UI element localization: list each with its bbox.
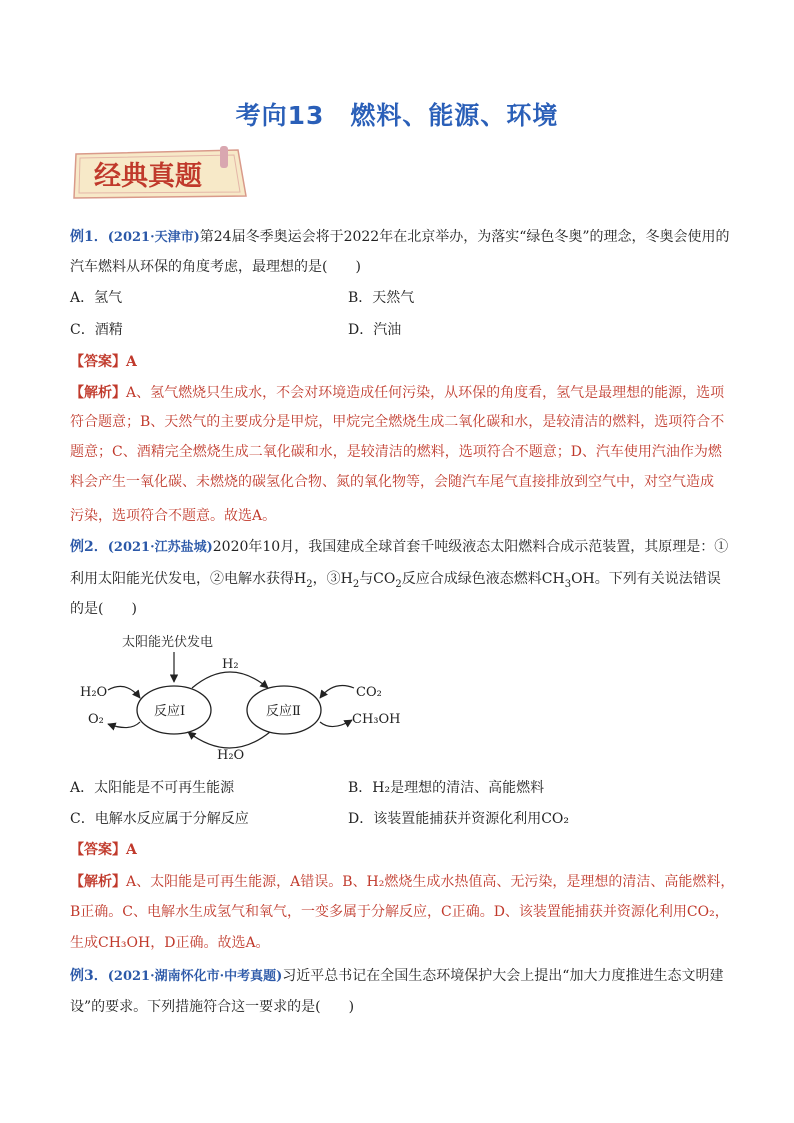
h2o-return-label: H₂O bbox=[217, 748, 245, 763]
q1-source: (2021·天津市) bbox=[107, 230, 200, 245]
q2-stem-line3: 的是( ) bbox=[70, 601, 137, 617]
solar-fuel-diagram bbox=[70, 628, 430, 768]
q1-answer-label: 【答案】 bbox=[70, 354, 126, 370]
q2-text-e: OH。下列有关说法错误 bbox=[571, 571, 721, 587]
q3-label: 例3． bbox=[70, 968, 108, 984]
co2-in-arrow bbox=[320, 686, 354, 698]
q1-analysis-text: A、氢气燃烧只生成水，不会对环境造成任何污染，从环保的角度看，氢气是最理想的能源，选项 bbox=[126, 385, 725, 401]
q2-answer-value: A bbox=[126, 842, 137, 858]
q1-option-b: B．天然气 bbox=[348, 290, 415, 306]
badge-text: 经典真题 bbox=[94, 161, 202, 192]
title-prefix: 考向13 bbox=[235, 101, 325, 130]
ch3oh-out-label: CH₃OH bbox=[352, 712, 401, 727]
h2-label: H₂ bbox=[222, 657, 239, 672]
q2-text-b: ，③H bbox=[312, 571, 353, 587]
o2-out-label: O₂ bbox=[88, 712, 104, 727]
q1-analysis-line3: 题意；C、酒精完全燃烧生成二氧化碳和水，是较清洁的燃料，选项符合不题意；D、汽车使用汽油作为燃 bbox=[70, 444, 722, 460]
q1-answer bbox=[70, 352, 137, 372]
section-badge bbox=[70, 146, 252, 202]
o2-out-arrow bbox=[108, 722, 140, 728]
ch3oh-out-arrow bbox=[320, 720, 352, 727]
q1-option-a: A．氢气 bbox=[70, 290, 123, 306]
q2-text-d: 反应合成绿色液态燃料CH bbox=[401, 571, 565, 587]
q1-stem-line1 bbox=[70, 227, 730, 248]
q1-analysis-line5: 污染，选项符合不题意。故选A。 bbox=[70, 508, 277, 524]
title-topic: 燃料、能源、环境 bbox=[350, 101, 559, 130]
h2o-return-arrow bbox=[188, 732, 270, 748]
q2-text: 2020年10月，我国建成全球首套千吨级液态太阳燃料合成示范装置，其原理是：① bbox=[212, 539, 729, 555]
q2-source: (2021·江苏盐城) bbox=[107, 540, 213, 555]
q2-option-c: C．电解水反应属于分解反应 bbox=[70, 811, 249, 827]
q3-source: (2021·湖南怀化市·中考真题) bbox=[107, 969, 283, 984]
h2o-in-arrow bbox=[108, 686, 140, 698]
q1-analysis-line1 bbox=[70, 383, 724, 403]
q2-option-a: A．太阳能是不可再生能源 bbox=[70, 780, 235, 796]
q2-analysis-line3: 生成CH₃OH，D正确。故选A。 bbox=[70, 935, 270, 951]
q2-analysis-text: A、太阳能是可再生能源，A错误。B、H₂燃烧生成水热值高、无污染，是理想的清洁、高能燃料， bbox=[126, 874, 735, 890]
q1-analysis-line2: 符合题意；B、天然气的主要成分是甲烷，甲烷完全燃烧生成二氧化碳和水，是较清洁的燃料，选项符合不 bbox=[70, 414, 725, 430]
q3-text: 习近平总书记在全国生态环境保护大会上提出“加大力度推进生态文明建 bbox=[282, 968, 724, 984]
co2-in-label: CO₂ bbox=[356, 685, 382, 700]
q1-answer-value: A bbox=[126, 354, 137, 370]
page-title bbox=[0, 96, 794, 132]
q3-stem-line1 bbox=[70, 966, 723, 987]
q2-option-d: D．该装置能捕获并资源化利用CO₂ bbox=[348, 811, 570, 827]
q3-stem-line2: 设”的要求。下列措施符合这一要求的是( ) bbox=[70, 999, 355, 1015]
q1-analysis-line4: 料会产生一氧化碳、未燃烧的碳氢化合物、氮的氧化物等，会随汽车尾气直接排放到空气中，对空气造成 bbox=[70, 474, 714, 490]
q2-stem-line1 bbox=[70, 537, 728, 558]
reactor-1-label: 反应Ⅰ bbox=[154, 704, 186, 719]
q2-text-c: 与CO bbox=[359, 571, 396, 587]
q2-text-a: 利用太阳能光伏发电，②电解水获得H bbox=[70, 571, 307, 587]
q1-option-c: C．酒精 bbox=[70, 322, 123, 338]
q2-option-b: B．H₂是理想的清洁、高能燃料 bbox=[348, 780, 545, 796]
q2-label: 例2． bbox=[70, 539, 108, 555]
q2-analysis-label: 【解析】 bbox=[70, 874, 126, 890]
q1-option-d: D．汽油 bbox=[348, 322, 402, 338]
q1-text: 第24届冬季奥运会将于2022年在北京举办，为落实“绿色冬奥”的理念，冬奥会使用的 bbox=[199, 229, 730, 245]
q2-analysis-line2: B正确。C、电解水生成氢气和氧气，一变多属于分解反应，C正确。D、该装置能捕获并资源化利用CO₂， bbox=[70, 904, 729, 920]
q2-answer bbox=[70, 840, 137, 860]
h2o-in-label: H₂O bbox=[80, 685, 108, 700]
q1-label: 例1． bbox=[70, 229, 108, 245]
reactor-2-label: 反应Ⅱ bbox=[266, 704, 301, 719]
h2-arrow bbox=[192, 672, 268, 688]
diagram-solar-label: 太阳能光伏发电 bbox=[122, 635, 214, 650]
q2-stem-line2: 利用太阳能光伏发电，②电解水获得$H_2$，$③H_2$与$CO_2$反应合成绿色液态燃料$CH_3OH$。下列有关说法错误 bbox=[70, 571, 721, 590]
q1-analysis-label: 【解析】 bbox=[70, 385, 126, 401]
q1-stem-line2: 汽车燃料从环保的角度考虑，最理想的是( ) bbox=[70, 259, 361, 275]
q2-answer-label: 【答案】 bbox=[70, 842, 126, 858]
q2-analysis-line1 bbox=[70, 872, 734, 892]
